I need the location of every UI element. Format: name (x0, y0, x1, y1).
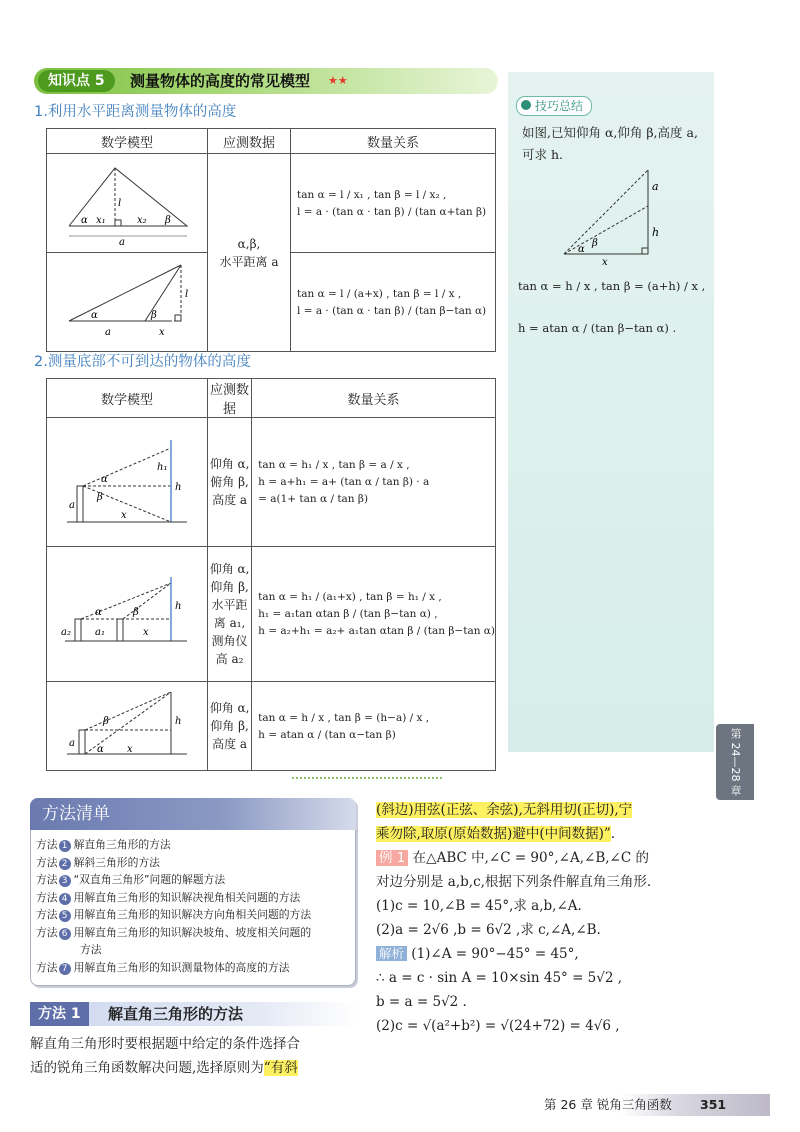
fig-label: l (118, 198, 122, 209)
data-cell (208, 547, 252, 682)
paragraph-text: 适的锐角三角函数解决问题,选择原则为 (30, 1060, 264, 1076)
method1-paragraph (30, 1032, 356, 1080)
fig-label: a (652, 180, 659, 193)
method-item[interactable] (36, 871, 311, 889)
model-figure-cell (47, 154, 208, 253)
knowledge-point-title: 测量物体的高度的常见模型 (130, 72, 311, 90)
paragraph-line (376, 798, 716, 822)
fig-label: a₂ (61, 627, 71, 638)
relation-cell (252, 682, 496, 771)
header-data: 应测数据 (208, 129, 291, 154)
relation-cell (252, 418, 496, 547)
right-column (376, 798, 716, 1038)
two-elevation-figure (47, 547, 207, 677)
relation-line: l = a · (tan α · tan β) / (tan β−tan α) (297, 304, 487, 317)
method-item-text: 用解直角三角形的知识解决方向角相关问题的方法 (73, 908, 312, 921)
fig-label: h₁ (157, 462, 168, 473)
fig-label: β (151, 310, 157, 321)
method-list (36, 836, 311, 976)
method-item-text: 方法 (80, 943, 102, 956)
data-line: 水平距离 a (219, 254, 279, 269)
data-line: 仰角 α, (209, 562, 250, 576)
solution-line: b = a = 5√2 . (376, 994, 467, 1010)
fig-label: h (175, 716, 182, 727)
data-line: 仰角 α, (209, 701, 250, 715)
method-item[interactable] (36, 924, 311, 942)
paragraph-line (30, 1056, 356, 1080)
fig-label: β (592, 238, 598, 249)
highlight-text: (斜边)用弦(正弦、余弦),无斜用切(正切),宁 (376, 802, 633, 818)
fig-label: β (133, 607, 139, 618)
fig-label: x₁ (96, 215, 106, 226)
method-item[interactable] (36, 959, 311, 977)
fig-label: α (101, 474, 108, 485)
data-line: 高度 a (212, 493, 248, 507)
relation-line: l = a · (tan α · tan β) / (tan α+tan β) (297, 205, 487, 218)
fig-label: a (69, 738, 75, 749)
method-item-text: 用解直角三角形的知识测量物体的高度的方法 (73, 960, 290, 974)
example-line: 对边分别是 a,b,c,根据下列条件解直角三角形. (376, 874, 652, 890)
data-line: 水平距离 a₁, (211, 598, 248, 630)
chapter-tab[interactable]: 第 24—28 章 (716, 724, 754, 800)
relation-line: h = a₂+h₁ = a₂+ a₁tan αtan β / (tan β−tan α) (258, 625, 495, 637)
section2-title: 2.测量底部不可到达的物体的高度 (34, 354, 251, 370)
divider (292, 777, 442, 779)
section1-title: 1.利用水平距离测量物体的高度 (34, 104, 237, 120)
relation-cell (291, 253, 496, 352)
relation-line: tan α = l / x₁ , tan β = l / x₂ , (297, 188, 447, 201)
section1-table (46, 128, 496, 352)
fig-label: x₂ (137, 215, 147, 226)
elevation-depression-figure (47, 418, 207, 542)
fig-label: h (652, 226, 660, 239)
fig-label: α (95, 607, 102, 618)
example-line (376, 846, 716, 870)
solution-line (376, 942, 716, 966)
method-item-label: 方法 (36, 855, 58, 869)
fig-label: h (175, 601, 182, 612)
fig-label: x (602, 257, 608, 266)
tips-relation-2: h = atan α / (tan β−tan α) . (518, 321, 677, 335)
paragraph-line (376, 822, 716, 846)
data-cell (208, 418, 252, 547)
fig-label: α (91, 310, 98, 321)
knowledge-point-label: 知识点 5 (38, 70, 115, 92)
method-item-label: 方法 (36, 908, 58, 921)
solution-line: (2)c = √(a²+b²) = √(24+72) = 4√6 , (376, 1018, 620, 1034)
relation-line: = a(1+ tan α / tan β) (258, 493, 369, 505)
header-model: 数学模型 (47, 379, 208, 418)
method-number-icon: 5 (59, 910, 71, 922)
model-figure-cell (47, 682, 208, 771)
tips-tag (516, 96, 592, 116)
example-tag: 例 1 (376, 850, 408, 866)
method-item-label: 方法 (36, 960, 58, 974)
data-line: 俯角 β, (210, 475, 249, 489)
method-item-continuation (36, 941, 311, 959)
method-list-title: 方法清单 (42, 804, 110, 824)
method-item[interactable] (36, 854, 311, 872)
fig-label: a (105, 327, 111, 338)
section2-table (46, 378, 496, 771)
fig-label: α (578, 244, 585, 255)
method-item-text: 解斜三角形的方法 (73, 855, 160, 869)
tips-text: 如图,已知仰角 α,仰角 β,高度 a,可求 h. (522, 125, 698, 162)
highlight-text: 乘勿除,取原(原始数据)避中(中间数据)” (376, 826, 611, 842)
fig-label: a (119, 237, 125, 248)
model-figure-cell (47, 418, 208, 547)
relation-line: h₁ = a₁tan αtan β / (tan β−tan α) , (258, 608, 438, 620)
solution-tag: 解析 (376, 946, 407, 961)
data-cell (208, 682, 252, 771)
relation-line: tan α = h₁ / x , tan β = a / x , (258, 459, 410, 471)
highlight-text: “有斜 (263, 1060, 298, 1076)
method-item[interactable] (36, 889, 311, 907)
data-line: 仰角 β, (210, 719, 249, 733)
relation-cell (252, 547, 496, 682)
method-item-label: 方法 (36, 925, 58, 939)
relation-line: h = a+h₁ = a+ (tan α / tan β) · a (258, 476, 430, 488)
method-number-icon: 6 (59, 928, 71, 940)
method1-label: 方法 1 (30, 1002, 89, 1026)
high-point-figure (47, 682, 207, 766)
fig-label: β (165, 215, 171, 226)
example-line: (1)c = 10,∠B = 45°,求 a,b,∠A. (376, 898, 582, 914)
fig-label: x (159, 327, 165, 338)
method-item-text: “双直角三角形”问题的解题方法 (73, 873, 226, 886)
method-number-icon: 2 (59, 858, 71, 870)
method-item[interactable] (36, 906, 311, 924)
page-number: 351 (700, 1097, 727, 1112)
method-item-label: 方法 (36, 873, 58, 886)
data-line: 高度 a (212, 737, 248, 751)
data-line: 仰角 β, (210, 580, 249, 594)
triangle-figure (47, 154, 207, 248)
tips-relation-1: tan α = h / x , tan β = (a+h) / x , (518, 279, 706, 293)
fig-label: α (97, 744, 104, 755)
tips-tag-text: 技巧总结 (535, 99, 584, 113)
fig-label: a₁ (95, 627, 105, 638)
fig-label: l (185, 289, 189, 300)
method-item-label: 方法 (36, 890, 58, 904)
method-item-text: 用解直角三角形的知识解决视角相关问题的方法 (73, 890, 301, 904)
relation-line: tan α = h / x , tan β = (h−a) / x , (258, 711, 430, 724)
paragraph-line: 解直角三角形时要根据题中给定的条件选择合 (30, 1036, 300, 1052)
example-text: 在△ABC 中,∠C = 90°,∠A,∠B,∠C 的 (408, 850, 649, 866)
fig-label: x (143, 627, 149, 638)
method-number-icon: 1 (59, 840, 71, 852)
fig-label: α (81, 215, 88, 226)
data-line: 测角仪高 a₂ (211, 634, 248, 666)
method-number-icon: 7 (59, 963, 71, 975)
method-item[interactable] (36, 836, 311, 854)
data-cell (208, 154, 291, 352)
fig-label: a (69, 500, 75, 511)
paragraph-text: . (610, 826, 616, 842)
model-figure-cell (47, 547, 208, 682)
tips-icon (521, 100, 531, 110)
example-line: (2)a = 2√6 ,b = 6√2 ,求 c,∠A,∠B. (376, 922, 601, 938)
method-item-text: 用解直角三角形的知识解决坡角、坡度相关问题的 (73, 925, 312, 939)
method1-title: 解直角三角形的方法 (108, 1005, 244, 1023)
model-figure-cell (47, 253, 208, 352)
header-data: 应测数据 (208, 379, 252, 418)
solution-line: ∴ a = c · sin A = 10×sin 45° = 5√2 , (376, 970, 623, 986)
relation-line: tan α = l / (a+x) , tan β = l / x , (297, 287, 462, 300)
relation-line: tan α = h₁ / (a₁+x) , tan β = h₁ / x , (258, 591, 442, 603)
fig-label: β (97, 492, 103, 503)
data-line: 仰角 α, (209, 457, 250, 471)
header-relation: 数量关系 (291, 129, 496, 154)
header-relation: 数量关系 (252, 379, 496, 418)
fig-label: β (103, 716, 109, 727)
method-number-icon: 3 (59, 875, 71, 887)
relation-cell (291, 154, 496, 253)
difficulty-stars: ★★ (328, 74, 348, 87)
header-model: 数学模型 (47, 129, 208, 154)
footer-chapter: 第 26 章 锐角三角函数 (544, 1097, 672, 1112)
solution-text: (1)∠A = 90°−45° = 45°, (407, 946, 579, 962)
fig-label: x (127, 744, 133, 755)
fig-label: x (121, 510, 127, 521)
fig-label: h (175, 482, 182, 493)
method-number-icon: 4 (59, 893, 71, 905)
relation-line: h = atan α / (tan α−tan β) (258, 728, 396, 741)
tips-figure (556, 166, 676, 266)
triangle-figure (47, 253, 207, 347)
data-line: α,β, (237, 236, 261, 251)
method-item-label: 方法 (36, 838, 58, 851)
method-item-text: 解直角三角形的方法 (73, 838, 171, 851)
